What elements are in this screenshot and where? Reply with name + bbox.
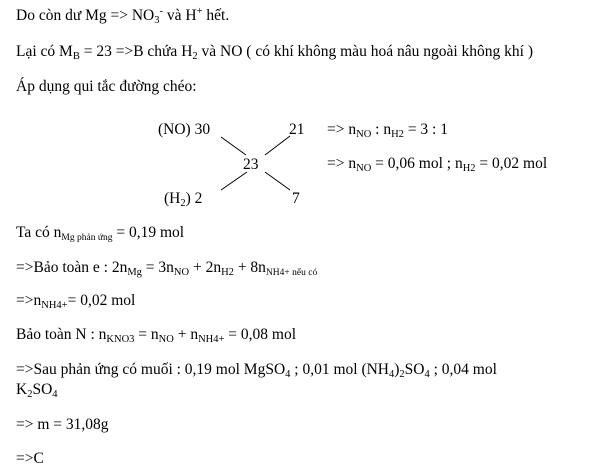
line-excess-mg: Do còn dư $Mg => NO_3^-$ và H+ hết. (16, 6, 230, 26)
line-mass-result: => m = 31,08g (16, 416, 109, 433)
line-nh4: $=>n_{NH4+}= 0,02$ mol (16, 292, 136, 311)
line-nitrogen-balance: Bảo toàn N : $n_{KNO3} = n_{NO} + n_{NH4+} = 0,08$ mol (16, 326, 297, 345)
line-k2so4: $K_2SO_4$ (16, 381, 58, 400)
diagram-bottom-right: 7 (292, 190, 300, 207)
ratio-line: => $n_{NO}$ : $n_{H2} = 3$ : 1 (327, 121, 448, 140)
line-electron-balance: =>Bảo toàn e : $2n_{Mg} = 3n_{NO} + 2n_{H2} + 8n_{NH4+ nếu có}$ (16, 259, 318, 278)
line-mg-reacted: Ta có $n_{Mg phản ứng} = 0,19$ mol (16, 224, 185, 243)
line-salts: =>Sau phản ứng có muối : 0,19 mol MgSO$_4$ ; 0,01 mol $(NH_4)_2SO_4$ ; 0,04 mol (16, 361, 497, 380)
moles-line: => $n_{NO} = 0,06$ mol ; $n_{H2} = 0,02$ mol (327, 155, 548, 174)
diagram-top-right: 21 (289, 121, 305, 138)
line-answer: =>C (16, 450, 44, 467)
line-cross-rule: Áp dụng qui tắc đường chéo: (16, 78, 197, 95)
diagram-center: 23 (243, 156, 259, 173)
diagram-bottom-left: $(H_2)$ 2 (164, 190, 203, 209)
line-molar-mass: Lại có $M_B = 23 =>B$ chứa $H_2$ và NO ( có khí không màu hoá nâu ngoài không khí ) (16, 43, 533, 62)
diagram-top-left: (NO) 30 (158, 121, 211, 138)
